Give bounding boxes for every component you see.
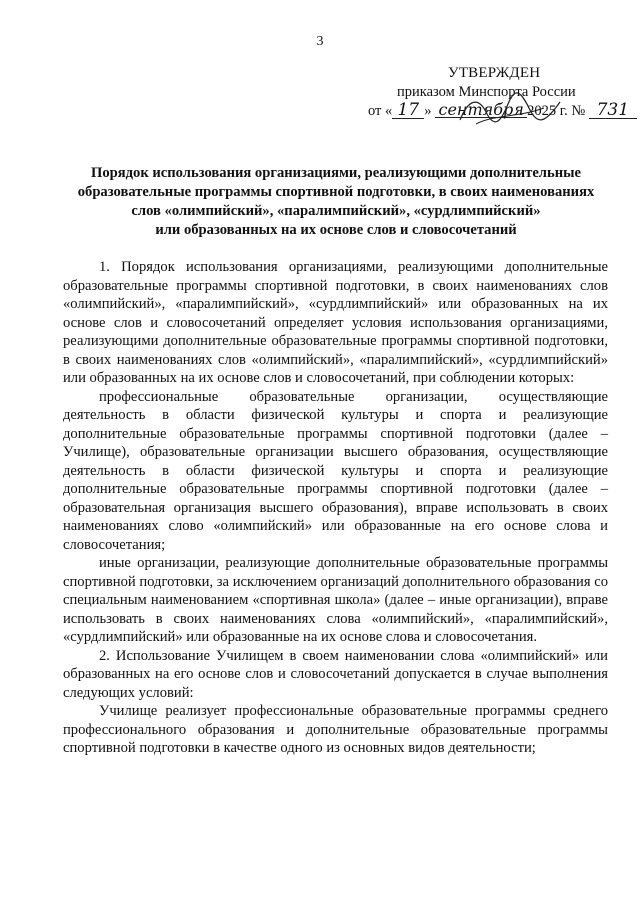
page-number: 3: [316, 34, 324, 49]
paragraph: Училище реализует профессиональные образовательные программы среднего профессионального образования и дополнительные образовательные программы спортивной подготовки в качестве одного из основных видов деятельности;: [63, 703, 608, 756]
document-body: [63, 258, 608, 758]
order-number: 731: [589, 103, 637, 119]
paragraph: иные организации, реализующие дополнительные образовательные программы спортивной подготовки, за исключением организаций дополнительного образования со специальным наименованием «спортивная школа» (далее – иные организации), вправе использовать в своих наименованиях слова «олимпийский», «паралимпийский», «сурдлимпийский» или образованные на их основе слова и словосочетания.: [63, 555, 608, 645]
date-month: сентября: [435, 102, 527, 118]
title-line: Порядок использования организациями, реализующими дополнительные: [90, 165, 581, 181]
title-line: образовательные программы спортивной подготовки, в своих наименованиях: [77, 184, 595, 200]
date-year: 2025 г. №: [527, 103, 586, 119]
paragraph: 2. Использование Училищем в своем наименовании слова «олимпийский» или образованных на его основе слов и словосочетаний допускается в случае выполнения следующих условий:: [63, 647, 608, 701]
paragraph: профессиональные образовательные организации, осуществляющие деятельность в области физической культуры и спорта и реализующие дополнительные образовательные программы спортивной подготовки (далее – Училище), образовательные организации высшего образования, осуществляющие деятельность в области физической культуры и спорта и реализующие дополнительные образовательные программы спортивной подготовки (далее – образовательная организация высшего образования), вправе использовать в своих наименованиях слово «олимпийский» или образованные на его основе слова и словосочетания;: [63, 388, 608, 553]
approval-title: УТВЕРЖДЕН: [448, 65, 541, 81]
title-line: слов «олимпийский», «паралимпийский», «сурдлимпийский»: [131, 203, 541, 219]
approval-order-line: приказом Минспорта России: [397, 84, 576, 100]
approval-block: [368, 64, 630, 121]
date-mid: »: [424, 103, 432, 119]
document-title: [56, 164, 616, 240]
approval-date-line: [368, 100, 630, 121]
date-day: 17: [392, 103, 424, 119]
paragraph: 1. Порядок использования организациями, реализующими дополнительные образовательные программы спортивной подготовки, в своих наименованиях слов «олимпийский», «паралимпийский», «сурдлимпийский» или образованных на их основе слов и словосочетаний определяет условия использования организациями, реализующими дополнительные образовательные программы спортивной подготовки, в своих наименованиях слов «олимпийский», «паралимпийский», «сурдлимпийский» или образованных на их основе слов и словосочетаний, при соблюдении которых:: [63, 259, 608, 386]
date-prefix: от «: [368, 103, 393, 119]
title-line: или образованных на их основе слов и словосочетаний: [155, 222, 517, 238]
